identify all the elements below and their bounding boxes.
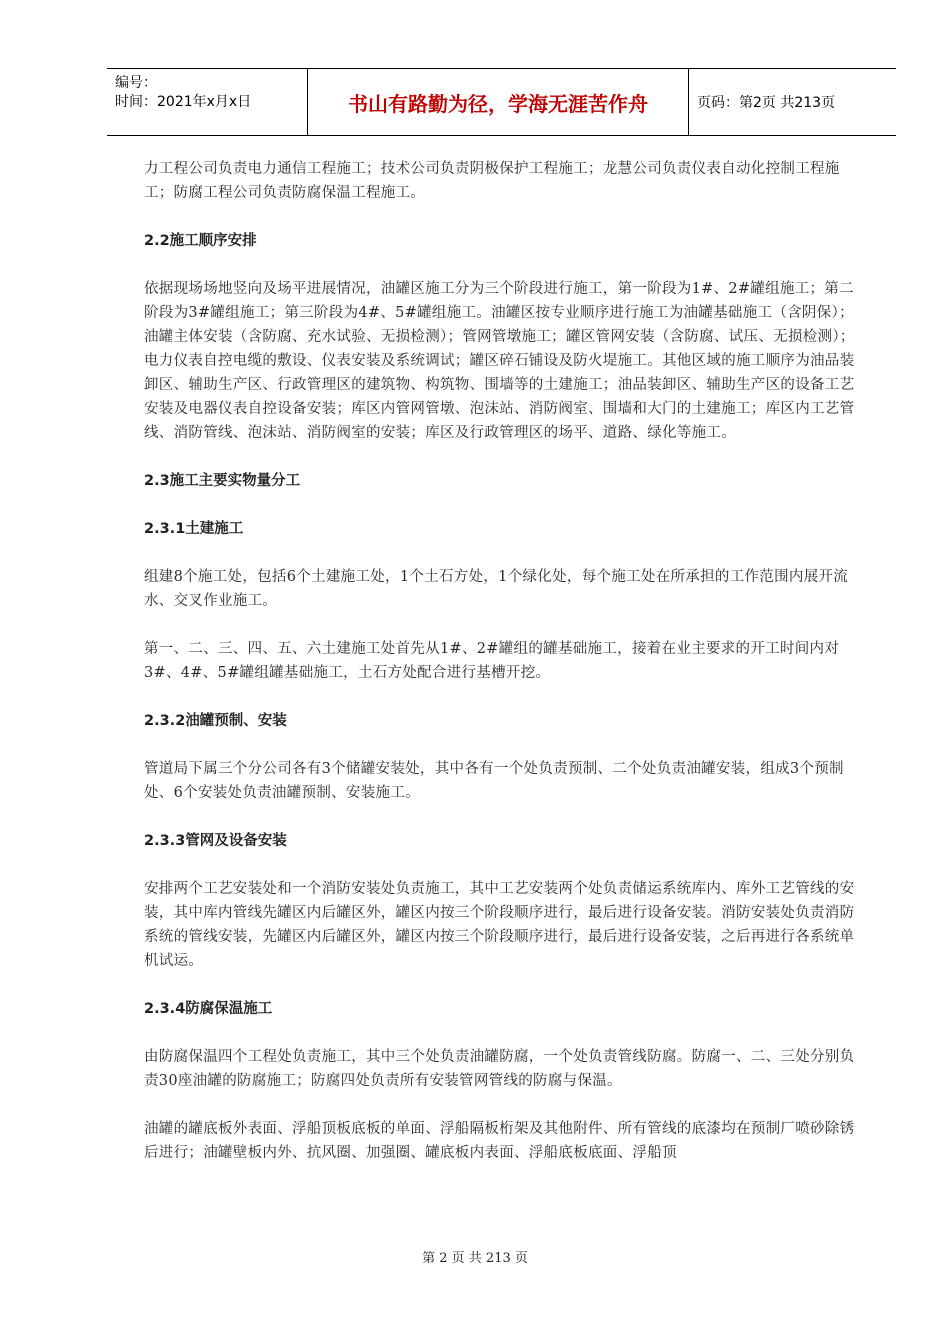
section-heading-2-3-1: 2.3.1土建施工 <box>144 521 244 537</box>
paragraph: 力工程公司负责电力通信工程施工；技术公司负责阴极保护工程施工；龙慧公司负责仪表自动化控制工程施工；防腐工程公司负责防腐保温工程施工。 <box>144 161 840 201</box>
paragraph: 依据现场场地竖向及场平进展情况，油罐区施工分为三个阶段进行施工，第一阶段为1#、2#罐组施工；第二阶段为3#罐组施工；第三阶段为4#、5#罐组施工。油罐区按专业顺序进行施工为油罐基础施工（含阴保）；油罐主体安装（含防腐、充水试验、无损检测）；管网管墩施工；罐区管网安装（含防腐、试压、无损检测）；电力仪表自控电缆的敷设、仪表安装及系统调试；罐区碎石铺设及防火堤施工。其他区域的施工顺序为油品装卸区、辅助生产区、行政管理区的建筑物、构筑物、围墙等的土建施工；油品装卸区、辅助生产区的设备工艺安装及电器仪表自控设备安装；库区内管网管墩、泡沫站、消防阀室、围墙和大门的土建施工；库区内工艺管线、消防管线、泡沫站、消防阀室的安装；库区及行政管理区的场平、道路、绿化等施工。 <box>144 281 855 441</box>
paragraph: 由防腐保温四个工程处负责施工，其中三个处负责油罐防腐，一个处负责管线防腐。防腐一、二、三处分别负责30座油罐的防腐施工；防腐四处负责所有安装管网管线的防腐与保温。 <box>144 1049 855 1089</box>
header-page-number: 页码：第2页 共213页 <box>697 95 836 111</box>
section-heading-2-3-3: 2.3.3管网及设备安装 <box>144 833 287 849</box>
header-motto: 书山有路勤为径，学海无涯苦作舟 <box>308 69 689 135</box>
section-heading-2-3-4: 2.3.4防腐保温施工 <box>144 1001 273 1017</box>
paragraph: 油罐的罐底板外表面、浮船顶板底板的单面、浮船隔板桁架及其他附件、所有管线的底漆均在预制厂喷砂除锈后进行；油罐壁板内外、抗风圈、加强圈、罐底板内表面、浮船底板底面、浮船顶 <box>144 1121 855 1161</box>
paragraph: 组建8个施工处，包括6个土建施工处，1个土石方处，1个绿化处，每个施工处在所承担的工作范围内展开流水、交叉作业施工。 <box>144 569 849 609</box>
section-heading-2-2: 2.2施工顺序安排 <box>144 233 257 249</box>
header-meta <box>107 69 308 135</box>
paragraph: 安排两个工艺安装处和一个消防安装处负责施工，其中工艺安装两个处负责储运系统库内、库外工艺管线的安装，其中库内管线先罐区内后罐区外，罐区内按三个阶段顺序进行，最后进行设备安装。消防安装处负责消防系统的管线安装，先罐区内后罐区外，罐区内按三个阶段顺序进行，最后进行设备安装，之后再进行各系统单机试运。 <box>144 881 855 969</box>
page-footer: 第 2 页 共 213 页 <box>422 1251 528 1266</box>
document-number: 编号： <box>115 75 157 91</box>
page-header <box>107 68 896 136</box>
document-time: 时间：2021年x月x日 <box>115 94 252 110</box>
paragraph: 管道局下属三个分公司各有3个储罐安装处，其中各有一个处负责预制、二个处负责油罐安装，组成3个预制处、6个安装处负责油罐预制、安装施工。 <box>144 761 844 801</box>
section-heading-2-3-2: 2.3.2油罐预制、安装 <box>144 713 287 729</box>
document-body <box>144 157 864 1189</box>
paragraph: 第一、二、三、四、五、六土建施工处首先从1#、2#罐组的罐基础施工，接着在业主要求的开工时间内对3#、4#、5#罐组罐基础施工，土石方处配合进行基槽开挖。 <box>144 641 840 681</box>
section-heading-2-3: 2.3施工主要实物量分工 <box>144 473 301 489</box>
